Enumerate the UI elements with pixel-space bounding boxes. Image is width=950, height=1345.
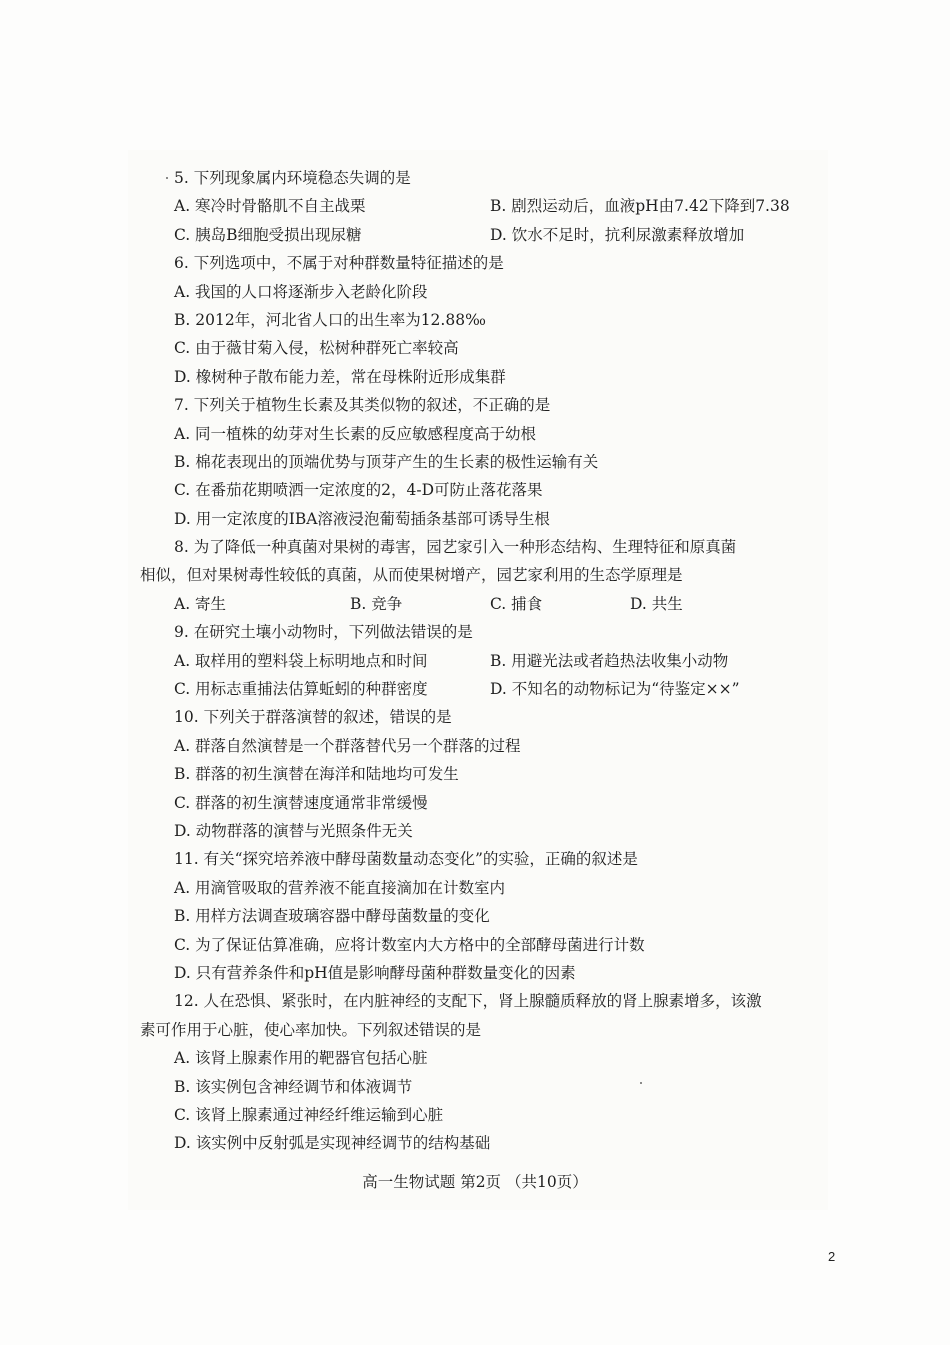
- page-footer: 高一生物试题 第2页 （共10页）: [362, 1173, 588, 1191]
- question-9-options-row-2: [140, 675, 810, 703]
- option-c: C. 为了保证估算准确，应将计数室内大方格中的全部酵母菌进行计数: [174, 935, 645, 954]
- option-a: A. 寄生: [174, 594, 227, 613]
- question-8-options-row: [140, 590, 810, 618]
- option-a: A. 寒冷时骨骼肌不自主战栗: [174, 197, 366, 216]
- question-8-stem: 8. 为了降低一种真菌对果树的毒害，园艺家引入一种形态结构、生理特征和原真菌: [174, 538, 737, 557]
- option-a: A. 用滴管吸取的营养液不能直接滴加在计数室内: [174, 878, 506, 897]
- scan-speck: [640, 1082, 642, 1084]
- option-b: B. 用样方法调查玻璃容器中酵母菌数量的变化: [174, 907, 490, 926]
- question-12-stem: 12. 人在恐惧、紧张时，在内脏神经的支配下，肾上腺髓质释放的肾上腺素增多，该激: [174, 992, 762, 1011]
- option-d: D. 饮水不足时，抗利尿激素释放增加: [490, 225, 745, 244]
- question-12-stem-continued: 素可作用于心脏，使心率加快。下列叙述错误的是: [140, 1020, 482, 1039]
- question-11-stem: 11. 有关“探究培养液中酵母菌数量动态变化”的实验，正确的叙述是: [174, 850, 638, 869]
- question-9-stem: 9. 在研究土壤小动物时，下列做法错误的是: [174, 623, 473, 642]
- option-d: D. 只有营养条件和pH值是影响酵母菌种群数量变化的因素: [174, 963, 576, 982]
- option-d: D. 不知名的动物标记为“待鉴定××”: [490, 680, 740, 699]
- question-7-stem: 7. 下列关于植物生长素及其类似物的叙述，不正确的是: [174, 396, 551, 415]
- option-c: C. 捕食: [490, 594, 543, 613]
- option-a: A. 群落自然演替是一个群落替代另一个群落的过程: [174, 736, 521, 755]
- page-number: 2: [828, 1249, 836, 1264]
- option-c: C. 胰岛B细胞受损出现尿糖: [174, 225, 362, 244]
- option-d: D. 该实例中反射弧是实现神经调节的结构基础: [174, 1134, 491, 1153]
- question-block: [140, 164, 810, 1158]
- option-c: C. 在番茄花期喷洒一定浓度的2，4-D可防止落花落果: [174, 481, 543, 500]
- question-6-stem: 6. 下列选项中，不属于对种群数量特征描述的是: [174, 254, 504, 273]
- option-d: D. 用一定浓度的IBA溶液浸泡葡萄插条基部可诱导生根: [174, 509, 550, 528]
- option-b: B. 用避光法或者趋热法收集小动物: [490, 651, 729, 670]
- question-5-stem: 5. 下列现象属内环境稳态失调的是: [174, 169, 411, 187]
- question-8-stem-continued: 相似，但对果树毒性较低的真菌，从而使果树增产，园艺家利用的生态学原理是: [140, 566, 683, 585]
- option-d: D. 动物群落的演替与光照条件无关: [174, 821, 413, 840]
- option-a: A. 同一植株的幼芽对生长素的反应敏感程度高于幼根: [174, 424, 537, 443]
- option-b: B. 群落的初生演替在海洋和陆地均可发生: [174, 765, 459, 784]
- question-5-options-row-2: [140, 221, 810, 249]
- option-b: B. 棉花表现出的顶端优势与顶芽产生的生长素的极性运输有关: [174, 452, 599, 471]
- option-b: B. 2012年，河北省人口的出生率为12.88‰: [174, 310, 486, 329]
- question-5-options-row-1: [140, 192, 810, 220]
- option-c: C. 该肾上腺素通过神经纤维运输到心脏: [174, 1105, 444, 1124]
- option-c: C. 由于薇甘菊入侵，松树种群死亡率较高: [174, 339, 459, 358]
- question-10-stem: 10. 下列关于群落演替的叙述，错误的是: [174, 708, 452, 727]
- option-d: D. 橡树种子散布能力差，常在母株附近形成集群: [174, 367, 506, 386]
- option-a: A. 取样用的塑料袋上标明地点和时间: [174, 651, 428, 670]
- option-b: B. 竞争: [350, 594, 403, 613]
- option-a: A. 该肾上腺素作用的靶器官包括心脏: [174, 1049, 428, 1068]
- option-a: A. 我国的人口将逐渐步入老龄化阶段: [174, 282, 428, 301]
- question-9-options-row-1: [140, 647, 810, 675]
- option-c: C. 用标志重捕法估算蚯蚓的种群密度: [174, 680, 428, 699]
- option-d: D. 共生: [630, 594, 683, 613]
- option-c: C. 群落的初生演替速度通常非常缓慢: [174, 793, 428, 812]
- option-b: B. 剧烈运动后，血液pH由7.42下降到7.38: [490, 197, 790, 216]
- scan-speck: [166, 177, 168, 179]
- option-b: B. 该实例包含神经调节和体液调节: [174, 1077, 413, 1096]
